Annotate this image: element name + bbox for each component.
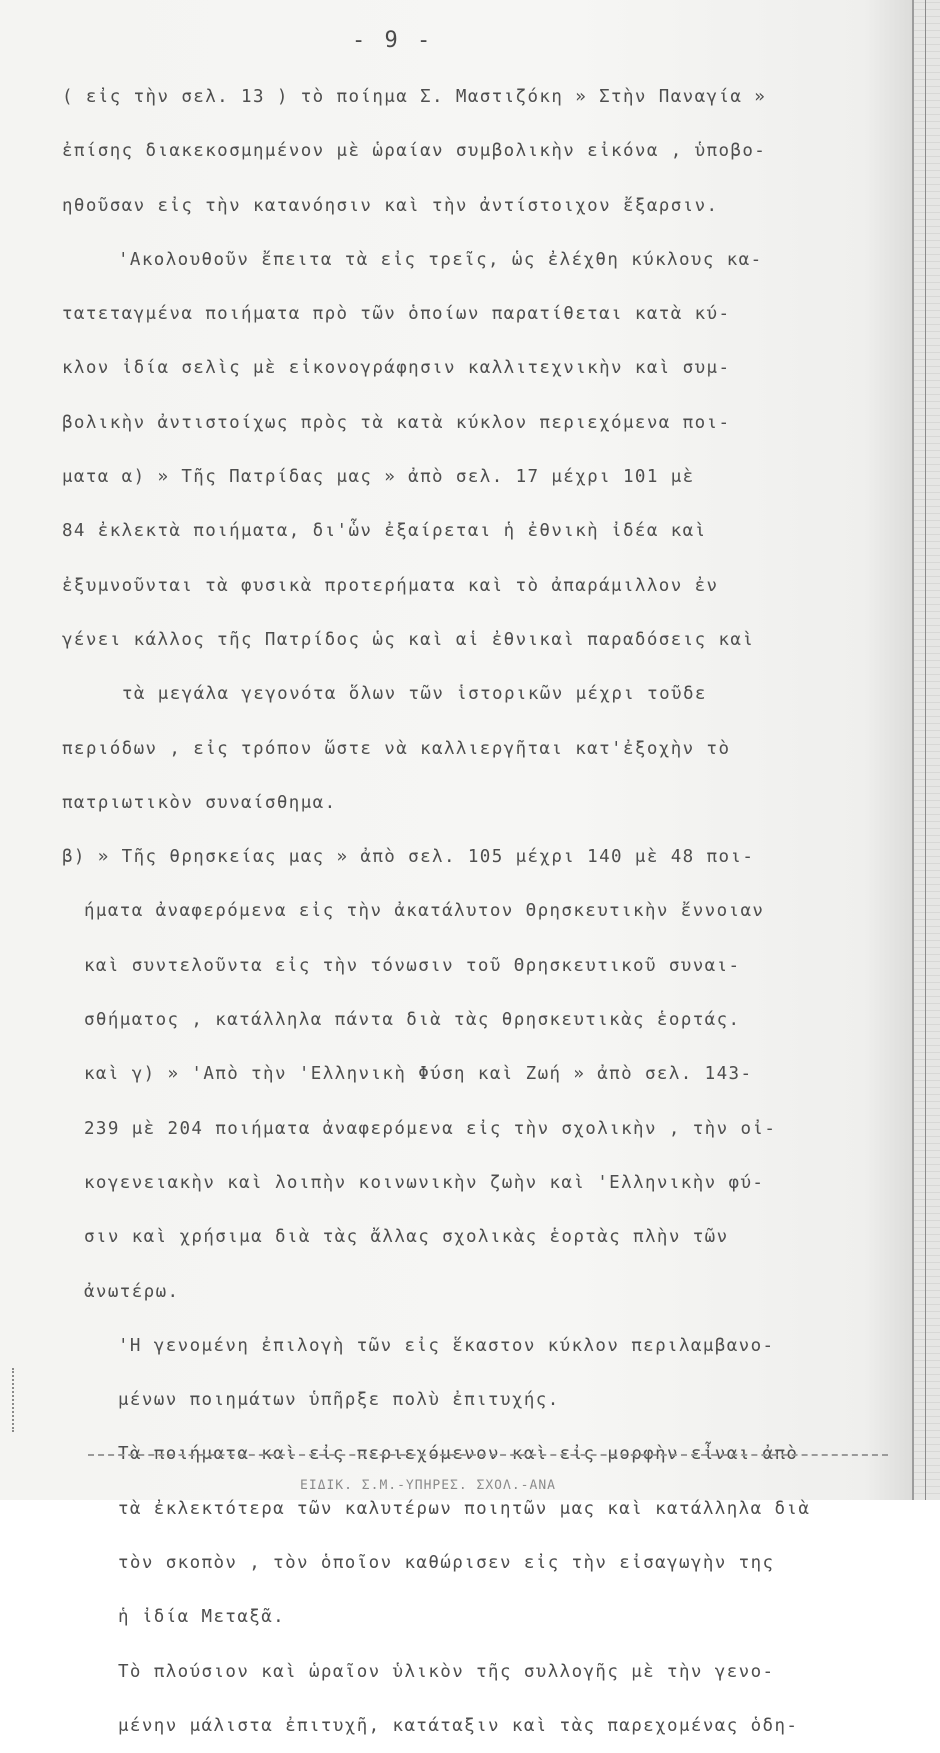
text-line: γένει κάλλος τῆς Πατρίδος ὡς καὶ αἱ ἐθνικαὶ παραδόσεις καὶ bbox=[62, 629, 755, 650]
text-line: ηθοῦσαν εἰς τὴν κατανόησιν καὶ τὴν ἀντίστοιχον ἔξαρσιν. bbox=[62, 195, 719, 216]
bottom-rule bbox=[88, 1454, 888, 1459]
page-footer: ΕΙΔΙΚ. Σ.Μ.-ΥΠΗΡΕΣ. ΣΧΟΛ.-ΑΝΑ bbox=[300, 1478, 556, 1493]
text-line: ήματα ἀναφερόμενα εἰς τὴν ἀκατάλυτον Θρησκευτικὴν ἔννοιαν bbox=[84, 901, 765, 922]
page-number: - 9 - bbox=[352, 28, 434, 53]
text-line: κλον ἰδία σελὶς μὲ εἰκονογράφησιν καλλιτεχνικὴν καὶ συμ- bbox=[62, 358, 731, 379]
text-line: κογενειακὴν καὶ λοιπὴν κοινωνικὴν ζωὴν καὶ 'Ελληνικὴν φύ- bbox=[84, 1172, 765, 1193]
text-line: τὸν σκοπὸν , τὸν ὁποῖον καθώρισεν εἰς τὴν εἰσαγωγὴν της bbox=[118, 1553, 775, 1574]
margin-marks bbox=[12, 1368, 24, 1432]
text-line: τὰ μεγάλα γεγονότα ὅλων τῶν ἱστορικῶν μέχρι τοῦδε bbox=[122, 684, 707, 705]
text-line: ( εἰς τὴν σελ. 13 ) τὸ ποίημα Σ. Μαστιζόκη » Στὴν Παναγία » bbox=[62, 87, 767, 107]
text-line: Τὰ ποιήματα καὶ εἰς περιεχόμενον καὶ εἰς μορφὴν εἶναι ἀπὸ bbox=[118, 1444, 799, 1465]
text-line: Τὸ πλούσιον καὶ ὡραῖον ὑλικὸν τῆς συλλογῆς μὲ τὴν γενο- bbox=[118, 1661, 775, 1682]
text-line: 239 μὲ 204 ποιήματα ἀναφερόμενα εἰς τὴν σχολικὴν , τὴν οἰ- bbox=[84, 1118, 777, 1139]
text-line: τατεταγμένα ποιήματα πρὸ τῶν ὁποίων παρατίθεται κατὰ κύ- bbox=[62, 304, 731, 325]
text-line: 'Η γενομένη ἐπιλογὴ τῶν εἰς ἕκαστον κύκλον περιλαμβανο- bbox=[118, 1335, 775, 1356]
text-line: καὶ γ) » 'Απὸ τὴν 'Ελληνικὴ Φύση καὶ Ζωή » ἀπὸ σελ. 143- bbox=[84, 1064, 753, 1085]
page-binding-edge bbox=[912, 0, 940, 1500]
text-line: μένην μάλιστα ἐπιτυχῆ, κατάταξιν καὶ τὰς παρεχομένας ὁδη- bbox=[118, 1715, 799, 1736]
text-line: ἐξυμνοῦνται τὰ φυσικὰ προτερήματα καὶ τὸ ἀπαράμιλλον ἐν bbox=[62, 575, 719, 596]
text-line: τὰ ἐκλεκτότερα τῶν καλυτέρων ποιητῶν μας καὶ κατάλληλα διὰ bbox=[118, 1498, 811, 1519]
text-line: πατριωτικὸν συναίσθημα. bbox=[62, 792, 337, 813]
text-line: ἀνωτέρω. bbox=[84, 1281, 180, 1302]
text-line: περιόδων , εἰς τρόπον ὥστε νὰ καλλιεργῆται κατ'ἐξοχὴν τὸ bbox=[62, 738, 731, 759]
text-line: 'Ακολουθοῦν ἔπειτα τὰ εἰς τρεῖς, ὡς ἐλέχθη κύκλους κα- bbox=[118, 249, 763, 270]
text-line: καὶ συντελοῦντα εἰς τὴν τόνωσιν τοῦ Θρησκευτικοῦ συναι- bbox=[84, 955, 741, 976]
text-line: μένων ποιημάτων ὑπῆρξε πολὺ ἐπιτυχής. bbox=[118, 1390, 560, 1411]
text-line: ἐπίσης διακεκοσμημένον μὲ ὡραίαν συμβολικὴν εἰκόνα , ὑποβο- bbox=[62, 141, 767, 162]
binding-rule bbox=[925, 0, 926, 1500]
text-line: βολικὴν ἀντιστοίχως πρὸς τὰ κατὰ κύκλον περιεχόμενα ποι- bbox=[62, 412, 731, 433]
text-line: σιν καὶ χρήσιμα διὰ τὰς ἄλλας σχολικὰς ἑορτὰς πλὴν τῶν bbox=[84, 1227, 729, 1248]
text-line: ματα α) » Τῆς Πατρίδας μας » ἀπὸ σελ. 17 μέχρι 101 μὲ bbox=[62, 467, 695, 488]
text-line: 84 ἐκλεκτὰ ποιήματα, δι'ὧν ἐξαίρεται ἡ ἐθνικὴ ἰδέα καὶ bbox=[62, 521, 707, 542]
text-line: β) » Τῆς θρησκείας μας » ἀπὸ σελ. 105 μέχρι 140 μὲ 48 ποι- bbox=[62, 847, 755, 868]
typed-text-body bbox=[62, 70, 904, 1753]
text-line: σθήματος , κατάλληλα πάντα διὰ τὰς θρησκευτικὰς ἑορτάς. bbox=[84, 1010, 741, 1031]
text-line: ἡ ἰδία Μεταξᾶ. bbox=[118, 1607, 286, 1628]
